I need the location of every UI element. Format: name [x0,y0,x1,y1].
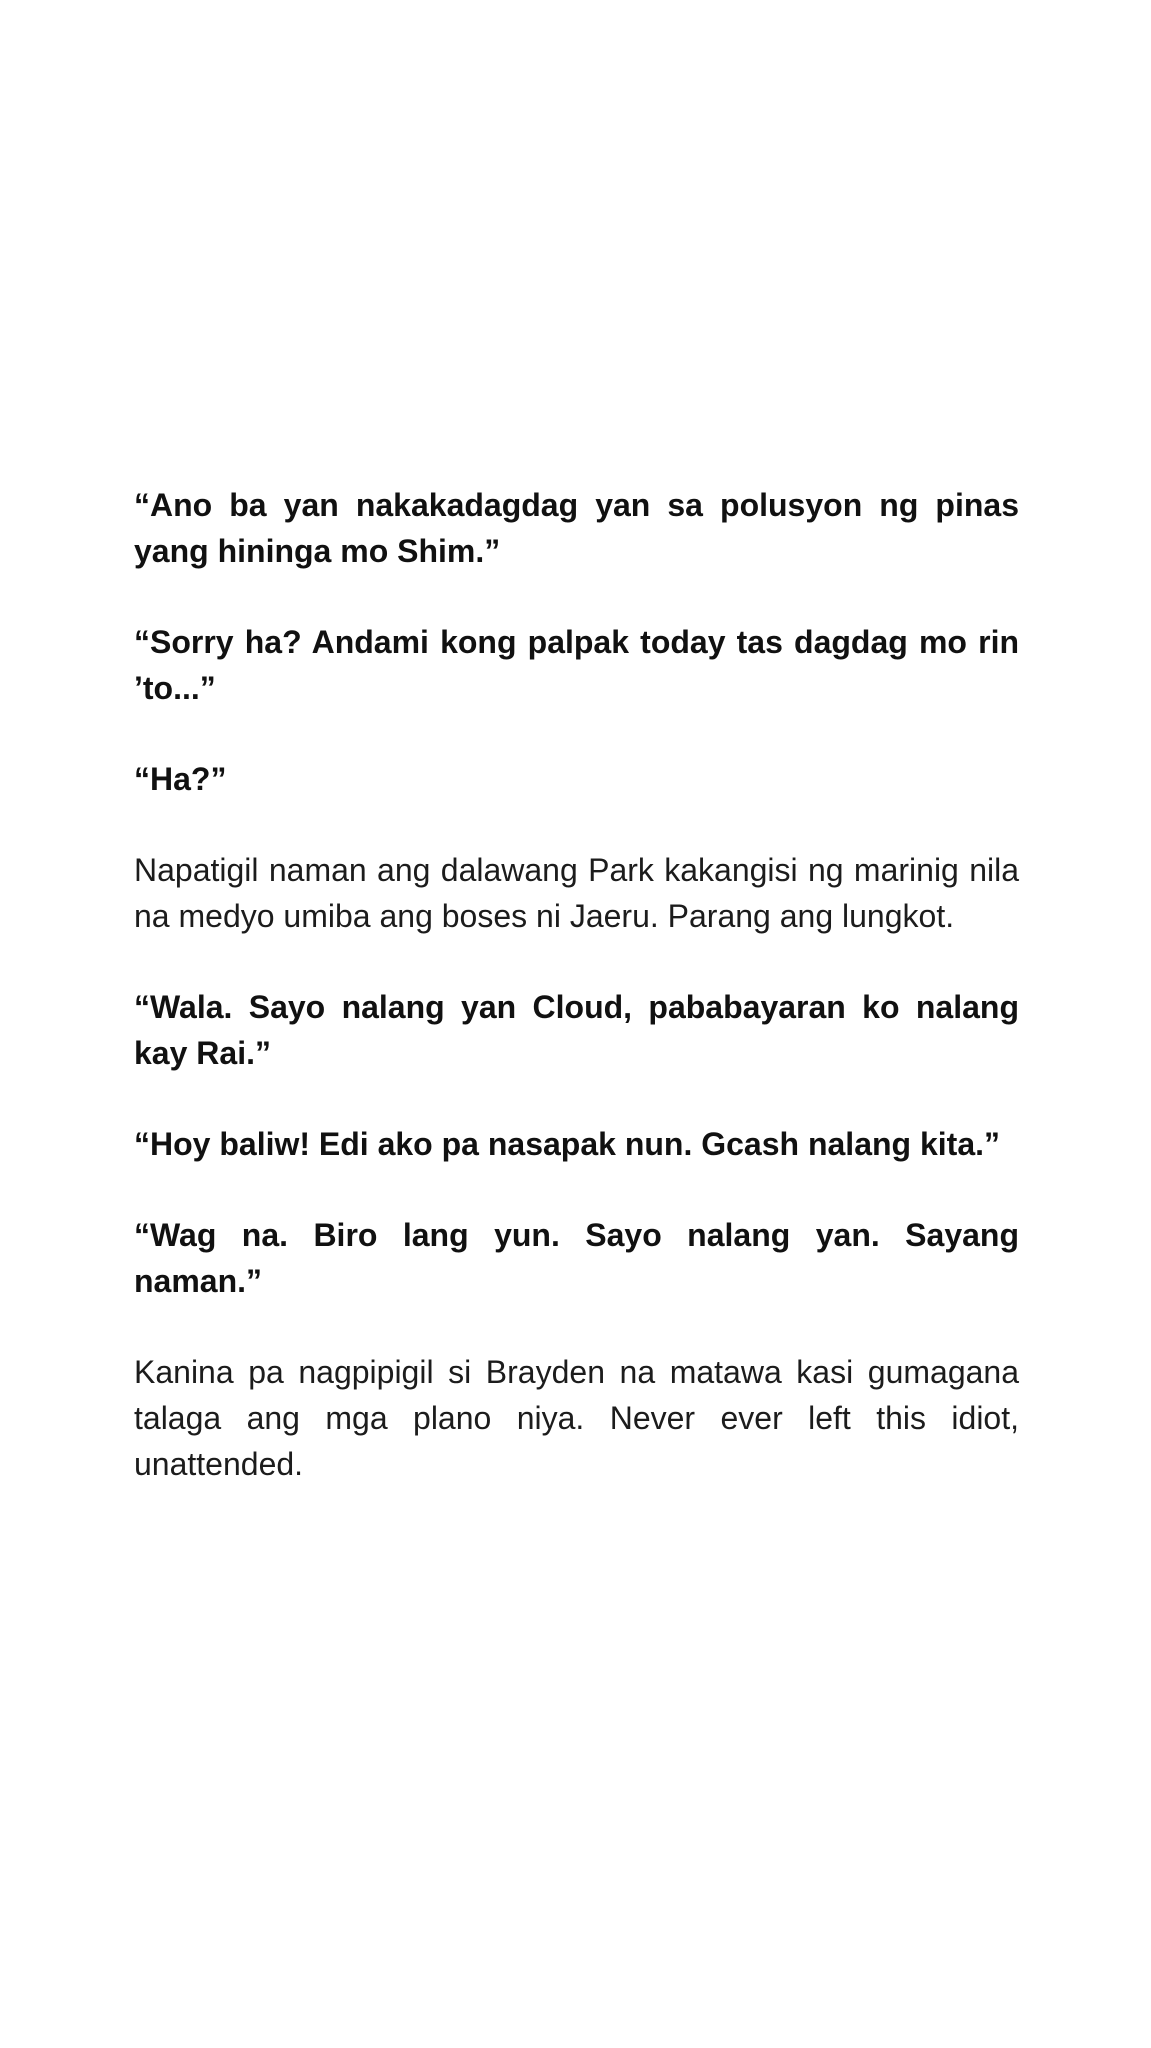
dialogue-paragraph: “Wala. Sayo nalang yan Cloud, pababayaran ko nalang kay Rai.” [134,989,1019,1071]
narration-paragraph: Napatigil naman ang dalawang Park kakangisi ng marinig nila na medyo umiba ang boses ni Jaeru. Parang ang lungkot. [134,852,1019,934]
dialogue-paragraph: “Ano ba yan nakakadagdag yan sa polusyon ng pinas yang hininga mo Shim.” [134,487,1019,569]
dialogue-paragraph: “Sorry ha? Andami kong palpak today tas dagdag mo rin ’to...” [134,624,1019,706]
dialogue-paragraph: “Ha?” [134,761,227,797]
dialogue-paragraph: “Hoy baliw! Edi ako pa nasapak nun. Gcash nalang kita.” [134,1126,1000,1162]
narration-paragraph: Kanina pa nagpipigil si Brayden na matawa kasi gumagana talaga ang mga plano niya. Never ever left this idiot, unattended. [134,1354,1019,1482]
story-page [134,482,1019,1532]
dialogue-paragraph: “Wag na. Biro lang yun. Sayo nalang yan. Sayang naman.” [134,1217,1019,1299]
